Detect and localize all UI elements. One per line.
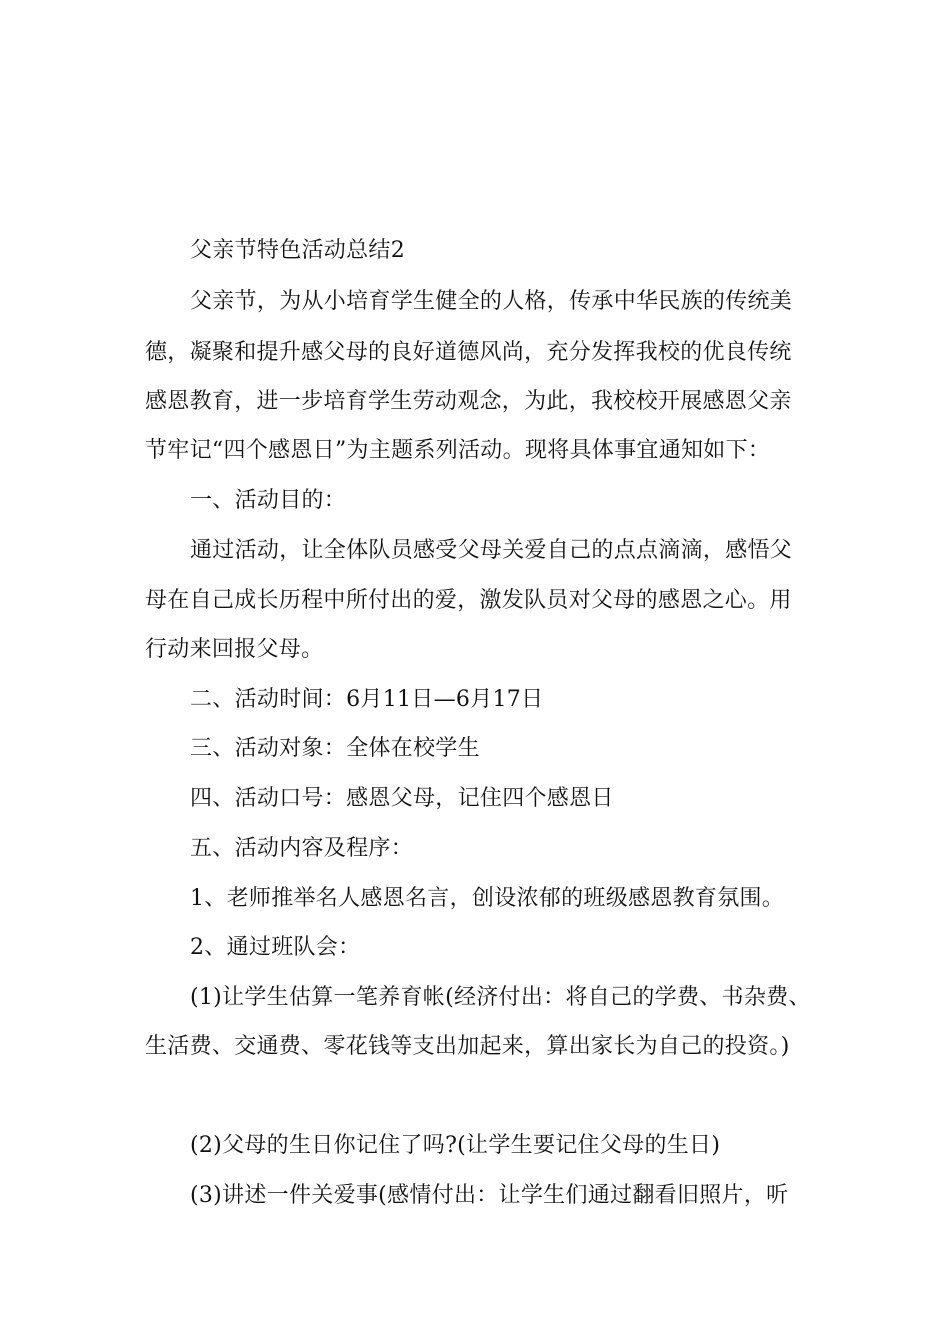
paragraph-line: 通过活动，让全体队员感受父母关爱自己的点点滴滴，感悟父 — [190, 538, 793, 563]
section-heading: 五、活动内容及程序： — [190, 836, 414, 861]
list-item: (3)讲述一件关爱事(感情付出：让学生们通过翻看旧照片，听 — [190, 1183, 789, 1208]
section-heading: 二、活动时间：6月11日—6月17日 — [190, 687, 544, 712]
section-heading: 三、活动对象：全体在校学生 — [190, 736, 480, 761]
list-item: (1)让学生估算一笔养育帐(经济付出：将自己的学费、书杂费、 — [190, 985, 811, 1010]
paragraph-line: 父亲节，为从小培育学生健全的人格，传承中华民族的传统美 — [190, 289, 793, 314]
document-title: 父亲节特色活动总结2 — [190, 238, 405, 263]
list-item: 2、通过班队会： — [190, 935, 361, 960]
section-heading: 一、活动目的： — [190, 488, 347, 513]
section-heading: 四、活动口号：感恩父母，记住四个感恩日 — [190, 786, 614, 811]
paragraph-line: 感恩教育，进一步培育学生劳动观念，为此，我校校开展感恩父亲 — [145, 389, 792, 414]
list-item: (2)父母的生日你记住了吗?(让学生要记住父母的生日) — [190, 1133, 721, 1158]
paragraph-line: 母在自己成长历程中所付出的爱，激发队员对父母的感恩之心。用 — [145, 588, 792, 613]
paragraph-line: 生活费、交通费、零花钱等支出加起来，算出家长为自己的投资。) — [145, 1034, 790, 1059]
paragraph-line: 节牢记“四个感恩日”为主题系列活动。现将具体事宜通知如下： — [145, 438, 771, 463]
list-item: 1、老师推举名人感恩名言，创设浓郁的班级感恩教育氛围。 — [190, 886, 785, 911]
paragraph-line: 德，凝聚和提升感父母的良好道德风尚，充分发挥我校的优良传统 — [145, 340, 792, 365]
paragraph-line: 行动来回报父母。 — [145, 637, 324, 662]
